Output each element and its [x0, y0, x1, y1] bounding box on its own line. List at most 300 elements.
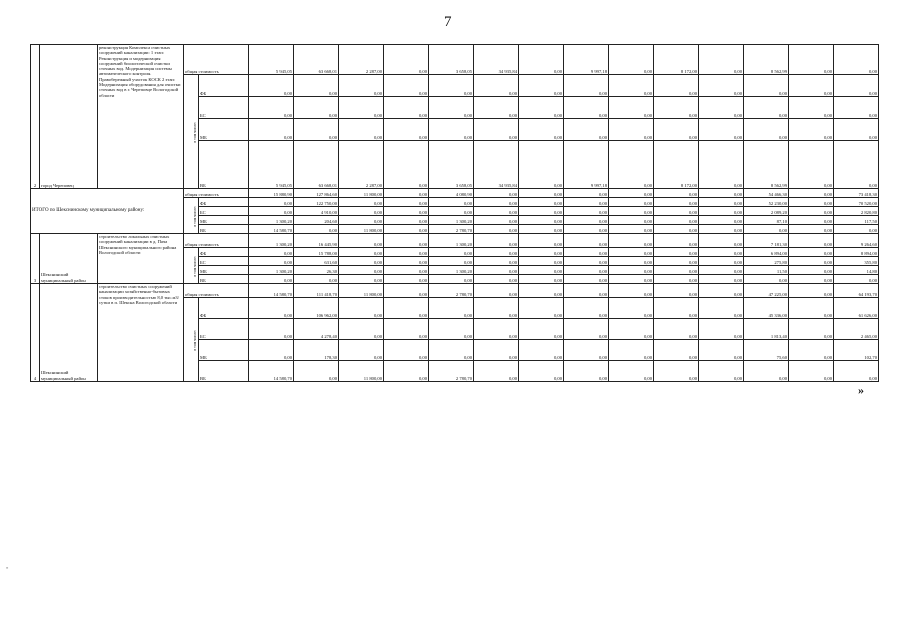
value-cell: 0,00: [699, 361, 744, 382]
cost-type-label: общая стоимость: [184, 284, 249, 298]
value-cell: 0,00: [474, 75, 519, 97]
value-cell: 0,00: [474, 119, 519, 141]
value-cell: 0,00: [564, 266, 609, 275]
value-cell: 0,00: [429, 340, 474, 361]
value-cell: 8 172,00: [654, 141, 699, 189]
value-cell: 0,00: [384, 198, 429, 207]
in-that-number-text: в том числе:: [192, 255, 198, 277]
value-cell: 0,00: [519, 284, 564, 298]
value-cell: 0,00: [384, 257, 429, 266]
value-cell: 0,00: [384, 207, 429, 216]
value-cell: 0,00: [564, 284, 609, 298]
value-cell: 0,00: [699, 198, 744, 207]
value-cell: 0,00: [249, 257, 294, 266]
funding-source-label: МБ: [199, 119, 249, 141]
value-cell: 0,00: [339, 298, 384, 319]
value-cell: 14 580,70: [249, 361, 294, 382]
value-cell: 0,00: [699, 45, 744, 75]
value-cell: 4 278,40: [294, 319, 339, 340]
value-cell: 15 788,00: [294, 248, 339, 257]
value-cell: 0,00: [834, 225, 879, 234]
value-cell: 87,10: [744, 216, 789, 225]
value-cell: 0,00: [339, 275, 384, 284]
value-cell: 0,00: [294, 97, 339, 119]
value-cell: 14 580,70: [249, 225, 294, 234]
value-cell: 52 230,00: [744, 198, 789, 207]
value-cell: 45 336,00: [744, 298, 789, 319]
object-description: строительство локальных очистных сооружений канализации в д. Пача Шекснинского муниципального района Вологодской области: [98, 234, 184, 284]
value-cell: 0,00: [294, 119, 339, 141]
cost-type-label: общая стоимость: [184, 189, 249, 198]
value-cell: 0,00: [384, 284, 429, 298]
funding-source-label: ВБ: [199, 361, 249, 382]
value-cell: 0,00: [339, 75, 384, 97]
value-cell: 0,00: [834, 45, 879, 75]
value-cell: 0,00: [474, 198, 519, 207]
value-cell: 0,00: [519, 275, 564, 284]
value-cell: 0,00: [249, 207, 294, 216]
value-cell: 0,00: [384, 248, 429, 257]
value-cell: 0,00: [249, 97, 294, 119]
value-cell: 0,00: [609, 234, 654, 248]
value-cell: 1 300,20: [249, 266, 294, 275]
value-cell: 0,00: [699, 75, 744, 97]
value-cell: 11 800,00: [339, 284, 384, 298]
value-cell: 0,00: [384, 45, 429, 75]
value-cell: 0,00: [519, 97, 564, 119]
value-cell: 2 780,70: [429, 225, 474, 234]
value-cell: 0,00: [789, 141, 834, 189]
value-cell: 355,80: [834, 257, 879, 266]
value-cell: 3 658,05: [429, 45, 474, 75]
value-cell: 0,00: [429, 275, 474, 284]
value-cell: 26,30: [294, 266, 339, 275]
value-cell: 0,00: [609, 361, 654, 382]
value-cell: 11,50: [744, 266, 789, 275]
value-cell: 0,00: [654, 361, 699, 382]
value-cell: 0,00: [609, 97, 654, 119]
value-cell: 2 287,00: [339, 45, 384, 75]
value-cell: 0,00: [474, 189, 519, 198]
value-cell: 0,00: [519, 119, 564, 141]
value-cell: 0,00: [789, 234, 834, 248]
value-cell: 0,00: [429, 97, 474, 119]
value-cell: 2 089,20: [744, 207, 789, 216]
value-cell: 2 465,00: [834, 319, 879, 340]
value-cell: 1 813,40: [744, 319, 789, 340]
value-cell: 0,00: [564, 207, 609, 216]
value-cell: 0,00: [834, 361, 879, 382]
value-cell: 0,00: [654, 248, 699, 257]
value-cell: 0,00: [834, 275, 879, 284]
value-cell: 73 418,30: [834, 189, 879, 198]
value-cell: 0,00: [609, 340, 654, 361]
value-cell: 0,00: [654, 266, 699, 275]
value-cell: 0,00: [609, 284, 654, 298]
funding-source-label: МБ: [199, 266, 249, 275]
value-cell: 0,00: [609, 207, 654, 216]
value-cell: 0,00: [789, 207, 834, 216]
value-cell: 9 997,18: [564, 141, 609, 189]
in-that-number-text: в том числе:: [192, 121, 198, 143]
value-cell: 0,00: [654, 97, 699, 119]
value-cell: 0,00: [339, 119, 384, 141]
table-row: [31, 45, 879, 75]
value-cell: 0,00: [699, 275, 744, 284]
value-cell: 0,00: [699, 97, 744, 119]
value-cell: 0,00: [834, 97, 879, 119]
value-cell: 75,60: [744, 340, 789, 361]
value-cell: 0,00: [564, 361, 609, 382]
value-cell: 0,00: [654, 207, 699, 216]
value-cell: 0,00: [249, 275, 294, 284]
value-cell: 1 300,20: [429, 216, 474, 225]
page-number: 7: [444, 14, 452, 30]
value-cell: 0,00: [429, 248, 474, 257]
total-label: ИТОГО по Шекснинскому муниципальному району:: [31, 189, 184, 234]
value-cell: 0,00: [384, 340, 429, 361]
value-cell: 111 418,70: [294, 284, 339, 298]
value-cell: 0,00: [519, 234, 564, 248]
value-cell: 0,00: [429, 75, 474, 97]
value-cell: 102,70: [834, 340, 879, 361]
value-cell: 122 750,00: [294, 198, 339, 207]
value-cell: 5 945,05: [249, 45, 294, 75]
row-index: 2: [31, 45, 40, 189]
value-cell: 204,60: [294, 216, 339, 225]
value-cell: 14,80: [834, 266, 879, 275]
value-cell: 0,00: [429, 298, 474, 319]
value-cell: 2 780,70: [429, 284, 474, 298]
value-cell: 0,00: [564, 225, 609, 234]
value-cell: 0,00: [474, 298, 519, 319]
value-cell: 0,00: [519, 225, 564, 234]
funding-source-label: ФБ: [199, 248, 249, 257]
value-cell: 0,00: [384, 319, 429, 340]
municipality-name: Шекснинский муниципальный район: [40, 284, 98, 382]
value-cell: 0,00: [519, 361, 564, 382]
value-cell: 0,00: [384, 234, 429, 248]
row-index: 4: [31, 284, 40, 382]
value-cell: 0,00: [654, 75, 699, 97]
value-cell: 0,00: [294, 225, 339, 234]
value-cell: 0,00: [474, 361, 519, 382]
value-cell: 0,00: [384, 75, 429, 97]
value-cell: 0,00: [384, 119, 429, 141]
value-cell: 275,80: [744, 257, 789, 266]
value-cell: 14 580,70: [249, 284, 294, 298]
value-cell: 0,00: [789, 225, 834, 234]
value-cell: 8 172,00: [654, 45, 699, 75]
value-cell: 0,00: [744, 225, 789, 234]
value-cell: 0,00: [249, 298, 294, 319]
value-cell: 0,00: [474, 216, 519, 225]
value-cell: 0,00: [564, 257, 609, 266]
value-cell: 0,00: [834, 141, 879, 189]
value-cell: 0,00: [744, 275, 789, 284]
value-cell: 0,00: [789, 266, 834, 275]
value-cell: 0,00: [564, 198, 609, 207]
value-cell: 0,00: [834, 119, 879, 141]
value-cell: 0,00: [609, 257, 654, 266]
value-cell: 70 520,00: [834, 198, 879, 207]
row-index: 3: [31, 234, 40, 284]
value-cell: 0,00: [654, 234, 699, 248]
value-cell: 0,00: [789, 75, 834, 97]
funding-source-label: БС: [199, 319, 249, 340]
value-cell: 63 668,01: [294, 141, 339, 189]
value-cell: 0,00: [249, 248, 294, 257]
value-cell: 0,00: [429, 207, 474, 216]
value-cell: 0,00: [519, 257, 564, 266]
value-cell: 11 800,00: [339, 361, 384, 382]
value-cell: 0,00: [249, 119, 294, 141]
margin-mark: ≡: [6, 565, 9, 570]
value-cell: 0,00: [789, 361, 834, 382]
funding-source-label: БС: [199, 257, 249, 266]
in-that-number-label: [184, 198, 199, 234]
value-cell: 0,00: [474, 225, 519, 234]
value-cell: 0,00: [339, 97, 384, 119]
value-cell: 2 287,00: [339, 141, 384, 189]
value-cell: 0,00: [519, 216, 564, 225]
value-cell: 0,00: [339, 207, 384, 216]
value-cell: 0,00: [789, 198, 834, 207]
value-cell: 0,00: [789, 248, 834, 257]
value-cell: 0,00: [609, 189, 654, 198]
in-that-number-label: [184, 248, 199, 284]
value-cell: 2 780,70: [429, 361, 474, 382]
value-cell: 63 668,01: [294, 45, 339, 75]
value-cell: 0,00: [699, 284, 744, 298]
value-cell: 127 864,60: [294, 189, 339, 198]
value-cell: 0,00: [519, 75, 564, 97]
value-cell: 0,00: [744, 361, 789, 382]
value-cell: 0,00: [339, 257, 384, 266]
value-cell: 0,00: [564, 248, 609, 257]
value-cell: 0,00: [609, 266, 654, 275]
in-that-number-text: в том числе:: [192, 205, 198, 227]
table-row: [31, 284, 879, 298]
value-cell: 0,00: [699, 298, 744, 319]
value-cell: 64 193,70: [834, 284, 879, 298]
object-description: реконструкция Комплекса очистных сооружений канализации: 1 этап: Реконструкция и модернизация сооружений биологической очистки сточных вод. Модернизация системы автоматического контроля. Правобережный участок КОСК 2 этап: Модернизация оборудования для очистки сточных вод в г. Череповце Вологодской области: [98, 45, 184, 189]
value-cell: 0,00: [609, 319, 654, 340]
value-cell: 0,00: [519, 340, 564, 361]
value-cell: 0,00: [789, 319, 834, 340]
value-cell: 1 300,20: [429, 234, 474, 248]
investment-table: [30, 44, 879, 382]
value-cell: 34 935,84: [474, 141, 519, 189]
value-cell: 0,00: [699, 207, 744, 216]
cost-type-label: общая стоимость: [184, 234, 249, 248]
value-cell: 0,00: [384, 97, 429, 119]
value-cell: 0,00: [564, 75, 609, 97]
value-cell: 0,00: [249, 198, 294, 207]
funding-source-label: МБ: [199, 216, 249, 225]
value-cell: 0,00: [834, 75, 879, 97]
value-cell: 0,00: [519, 45, 564, 75]
funding-source-label: ВБ: [199, 225, 249, 234]
value-cell: 0,00: [564, 275, 609, 284]
value-cell: 0,00: [474, 319, 519, 340]
value-cell: 0,00: [654, 257, 699, 266]
municipality-name: город Череповец: [40, 45, 98, 189]
continuation-mark: »: [858, 383, 864, 397]
value-cell: 0,00: [564, 97, 609, 119]
value-cell: 0,00: [789, 257, 834, 266]
value-cell: 0,00: [294, 361, 339, 382]
value-cell: 0,00: [744, 75, 789, 97]
cost-type-label: общая стоимость: [184, 45, 249, 75]
value-cell: 0,00: [699, 141, 744, 189]
value-cell: 8 562,99: [744, 45, 789, 75]
value-cell: 0,00: [339, 340, 384, 361]
value-cell: 3 658,05: [429, 141, 474, 189]
value-cell: 0,00: [699, 248, 744, 257]
value-cell: 0,00: [609, 45, 654, 75]
value-cell: 0,00: [519, 319, 564, 340]
value-cell: 0,00: [654, 275, 699, 284]
funding-source-label: МБ: [199, 340, 249, 361]
value-cell: 0,00: [474, 340, 519, 361]
value-cell: 11 800,00: [339, 189, 384, 198]
value-cell: 0,00: [744, 119, 789, 141]
value-cell: 0,00: [384, 275, 429, 284]
value-cell: 0,00: [564, 189, 609, 198]
value-cell: 0,00: [429, 319, 474, 340]
value-cell: 0,00: [564, 119, 609, 141]
value-cell: 0,00: [654, 340, 699, 361]
value-cell: 0,00: [789, 97, 834, 119]
value-cell: 15 880,90: [249, 189, 294, 198]
value-cell: 0,00: [474, 275, 519, 284]
value-cell: 0,00: [429, 257, 474, 266]
value-cell: 0,00: [699, 119, 744, 141]
value-cell: 47 225,00: [744, 284, 789, 298]
value-cell: 0,00: [609, 275, 654, 284]
funding-source-label: ВБ: [199, 141, 249, 189]
value-cell: 9 264,60: [834, 234, 879, 248]
value-cell: 0,00: [249, 75, 294, 97]
value-cell: 0,00: [609, 248, 654, 257]
table-row: [31, 234, 879, 248]
value-cell: 16 445,90: [294, 234, 339, 248]
value-cell: 0,00: [384, 216, 429, 225]
value-cell: 0,00: [564, 234, 609, 248]
value-cell: 0,00: [384, 225, 429, 234]
value-cell: 0,00: [474, 234, 519, 248]
value-cell: 0,00: [654, 198, 699, 207]
value-cell: 0,00: [339, 198, 384, 207]
funding-source-label: БС: [199, 207, 249, 216]
value-cell: 0,00: [789, 298, 834, 319]
value-cell: 0,00: [744, 97, 789, 119]
value-cell: 0,00: [609, 216, 654, 225]
funding-source-label: ФБ: [199, 298, 249, 319]
value-cell: 0,00: [474, 97, 519, 119]
value-cell: 1 300,20: [249, 234, 294, 248]
value-cell: 61 626,00: [834, 298, 879, 319]
value-cell: 0,00: [699, 257, 744, 266]
value-cell: 0,00: [789, 340, 834, 361]
value-cell: 0,00: [474, 266, 519, 275]
value-cell: 0,00: [384, 189, 429, 198]
value-cell: 8 562,99: [744, 141, 789, 189]
value-cell: 2 820,80: [834, 207, 879, 216]
value-cell: 0,00: [519, 189, 564, 198]
value-cell: 0,00: [384, 361, 429, 382]
value-cell: 0,00: [384, 266, 429, 275]
value-cell: 0,00: [699, 216, 744, 225]
value-cell: 0,00: [609, 141, 654, 189]
value-cell: 0,00: [789, 216, 834, 225]
value-cell: 6 894,00: [744, 248, 789, 257]
object-description: строительство очистных сооружений канализации хозяйственно-бытовых стоков производительностью 8,0 тыс.м3/сутки в п. Шексна Вологодской области: [98, 284, 184, 382]
municipality-name: Шекснинский муниципальный район: [40, 234, 98, 284]
value-cell: 0,00: [339, 234, 384, 248]
value-cell: 8 894,00: [834, 248, 879, 257]
value-cell: 0,00: [429, 198, 474, 207]
value-cell: 0,00: [564, 216, 609, 225]
value-cell: 0,00: [699, 189, 744, 198]
value-cell: 0,00: [699, 319, 744, 340]
value-cell: 0,00: [294, 275, 339, 284]
value-cell: 0,00: [519, 198, 564, 207]
value-cell: 4 910,00: [294, 207, 339, 216]
value-cell: 0,00: [519, 141, 564, 189]
value-cell: 0,00: [564, 340, 609, 361]
value-cell: 0,00: [564, 319, 609, 340]
value-cell: 0,00: [564, 298, 609, 319]
value-cell: 178,30: [294, 340, 339, 361]
value-cell: 0,00: [384, 298, 429, 319]
value-cell: 0,00: [474, 257, 519, 266]
table-row: [31, 189, 879, 198]
value-cell: 0,00: [339, 319, 384, 340]
value-cell: 5 945,05: [249, 141, 294, 189]
value-cell: 0,00: [249, 340, 294, 361]
value-cell: 0,00: [789, 45, 834, 75]
value-cell: 106 962,00: [294, 298, 339, 319]
value-cell: 0,00: [654, 216, 699, 225]
value-cell: 0,00: [384, 141, 429, 189]
value-cell: 7 181,30: [744, 234, 789, 248]
value-cell: 0,00: [519, 298, 564, 319]
value-cell: 0,00: [294, 75, 339, 97]
value-cell: 0,00: [249, 319, 294, 340]
value-cell: 0,00: [654, 119, 699, 141]
value-cell: 0,00: [699, 225, 744, 234]
value-cell: 0,00: [609, 119, 654, 141]
value-cell: 1 300,20: [429, 266, 474, 275]
funding-source-label: ФБ: [199, 75, 249, 97]
in-that-number-label: [184, 298, 199, 382]
funding-source-label: ФБ: [199, 198, 249, 207]
value-cell: 0,00: [609, 225, 654, 234]
in-that-number-text: в том числе:: [192, 329, 198, 351]
value-cell: 0,00: [654, 189, 699, 198]
value-cell: 117,50: [834, 216, 879, 225]
value-cell: 0,00: [654, 284, 699, 298]
value-cell: 0,00: [339, 266, 384, 275]
value-cell: 0,00: [609, 75, 654, 97]
value-cell: 0,00: [654, 225, 699, 234]
value-cell: 0,00: [789, 189, 834, 198]
funding-source-label: ВБ: [199, 275, 249, 284]
value-cell: 0,00: [609, 298, 654, 319]
value-cell: 0,00: [789, 275, 834, 284]
